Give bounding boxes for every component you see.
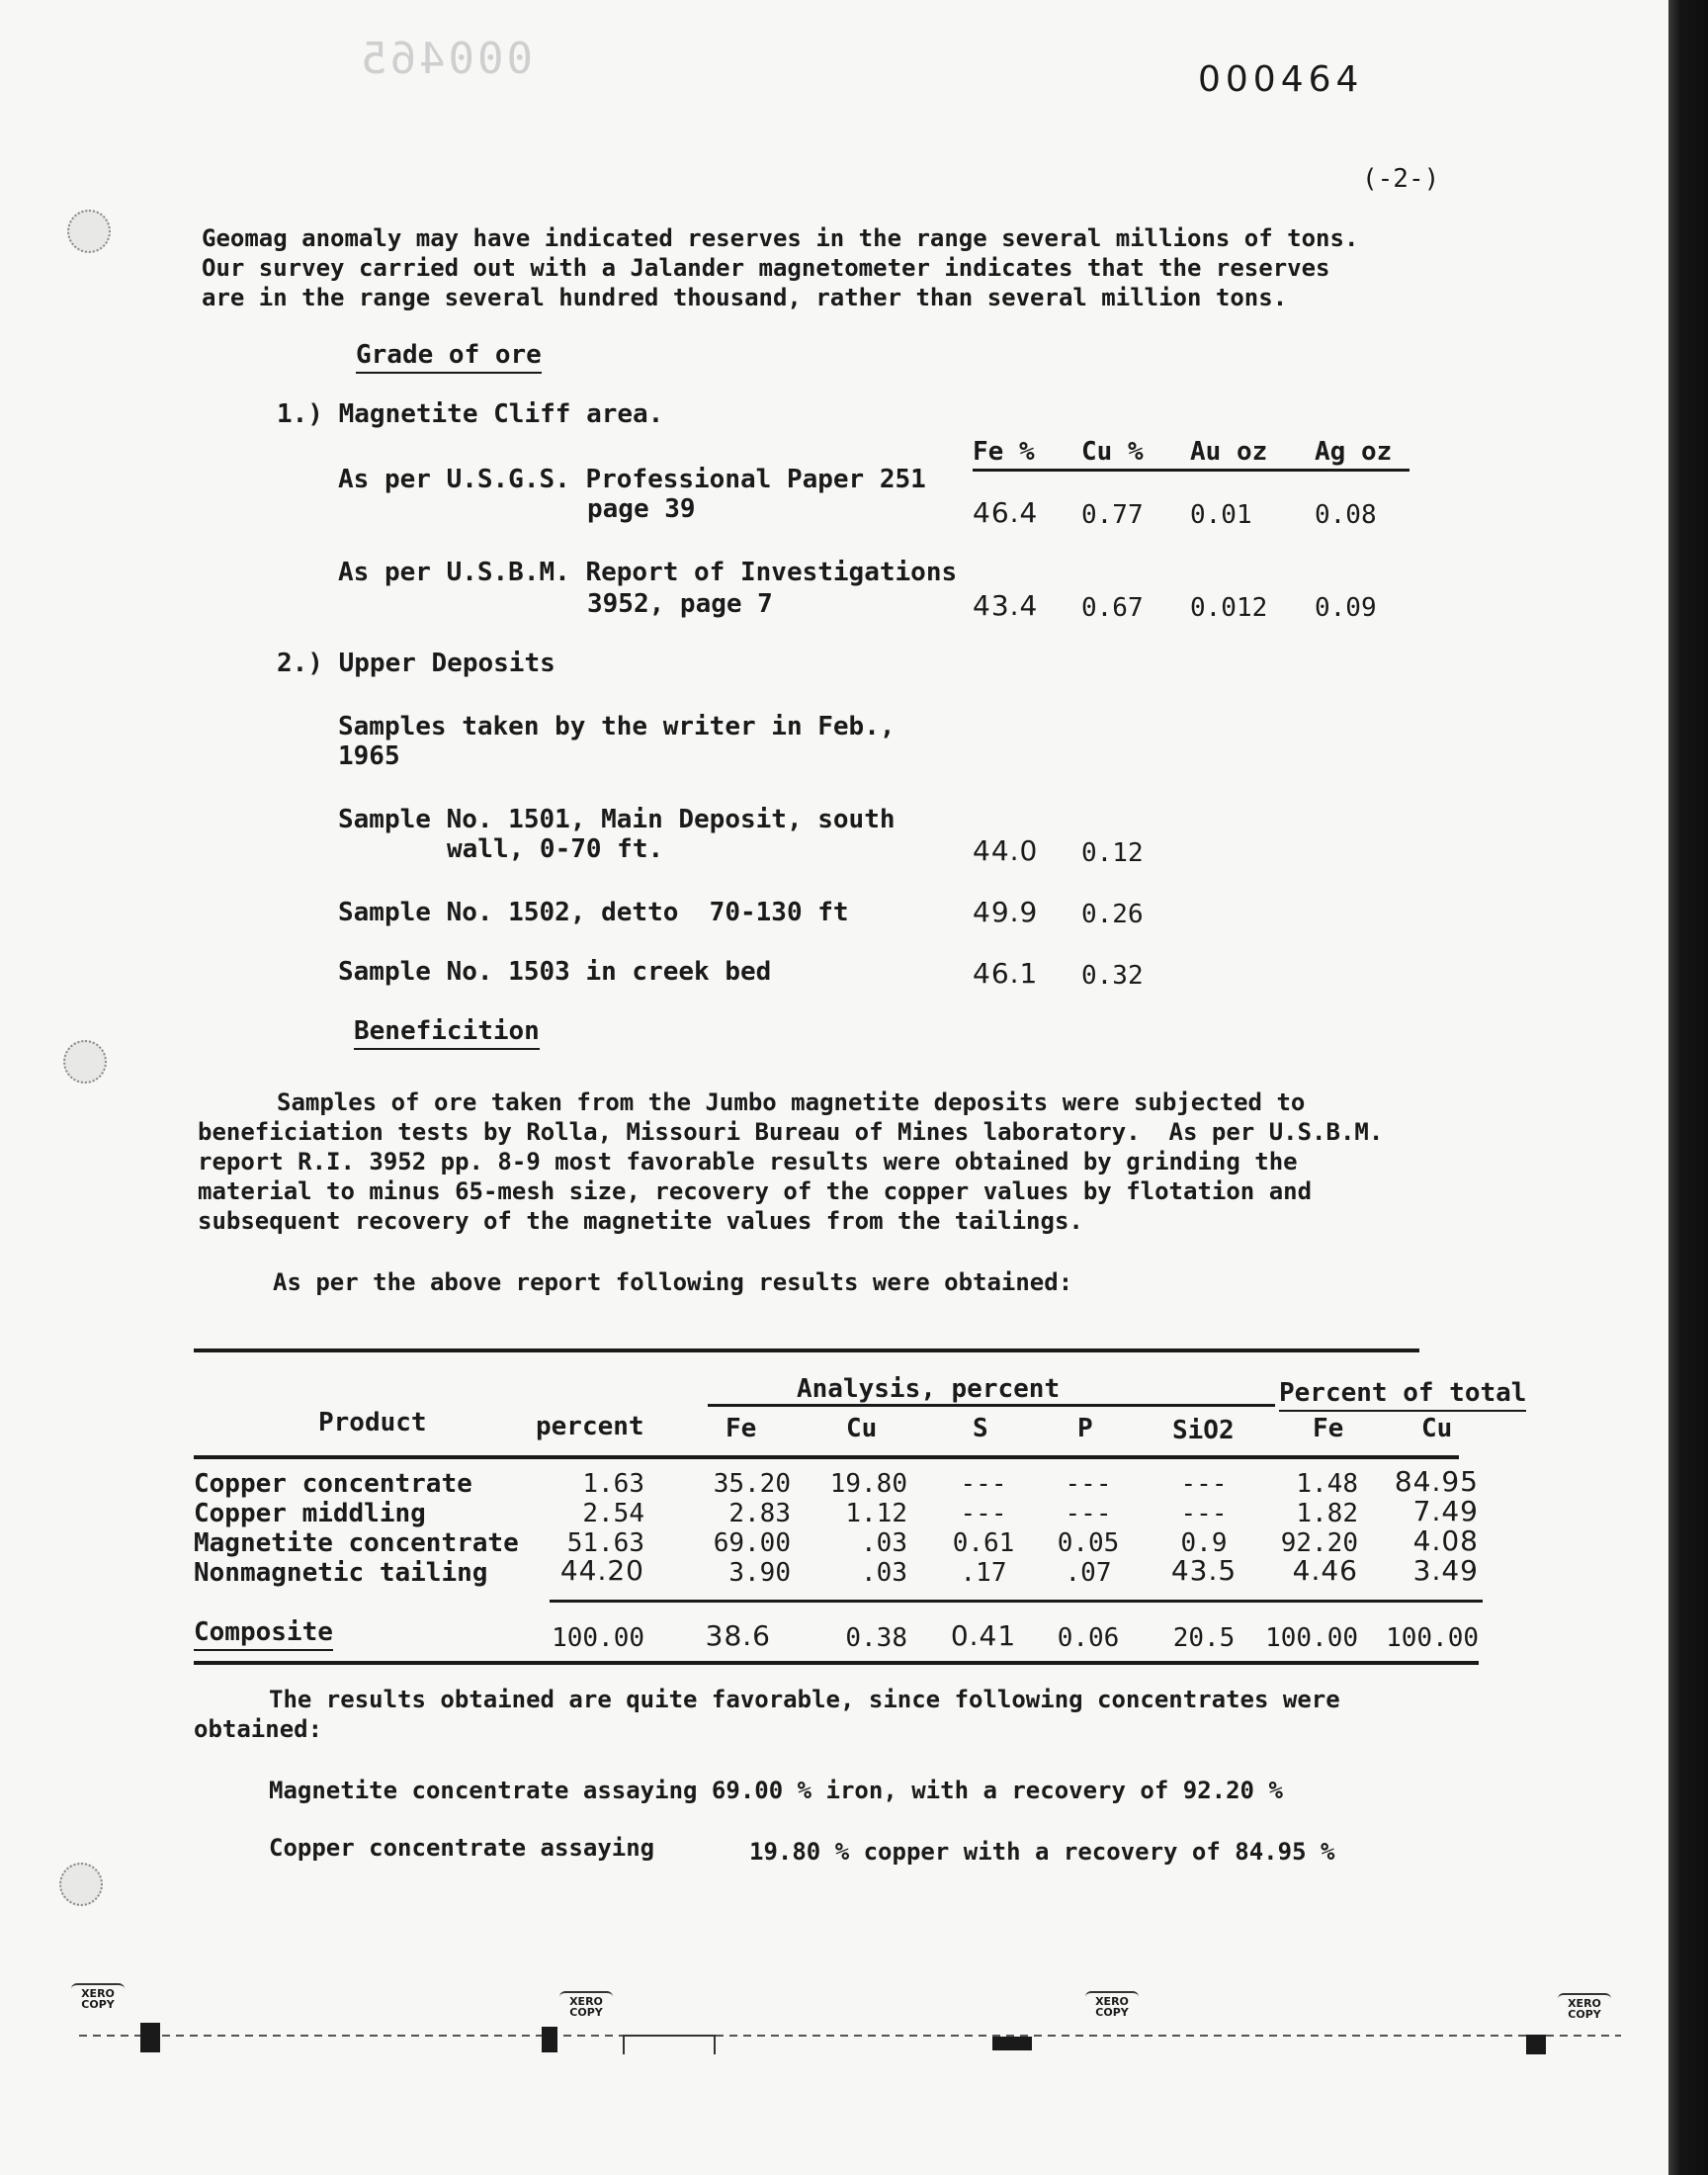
hdr-percent: percent (536, 1412, 644, 1441)
conclusion-line-1: The results obtained are quite favorable, since following concentrates were (269, 1686, 1340, 1713)
benef-line-2: beneficiation tests by Rolla, Missouri Bureau of Mines laboratory. As per U.S.B.M. (198, 1118, 1384, 1146)
cell-total-cu: 100.00 (1386, 1623, 1479, 1653)
sample-1501-line-1: Sample No. 1501, Main Deposit, south (338, 805, 896, 834)
cell-percent: 51.63 (566, 1528, 644, 1558)
cell-sio2: --- (1180, 1469, 1228, 1499)
benef-line-1: Samples of ore taken from the Jumbo magnetite deposits were subjected to (277, 1088, 1306, 1116)
cell-s: --- (960, 1469, 1007, 1499)
col-cu: Cu % (1081, 437, 1144, 467)
magnetite-result: Magnetite concentrate assaying 69.00 % iron, with a recovery of 92.20 % (269, 1777, 1283, 1804)
cell-s: 0.41 (950, 1619, 1017, 1652)
cell-total-fe: 4.46 (1292, 1554, 1358, 1587)
table-subtotal-rule (550, 1600, 1483, 1603)
usbm-line-1: As per U.S.B.M. Report of Investigations (338, 558, 958, 587)
cell-s: .17 (960, 1558, 1007, 1588)
xero-stamp-4: XERO COPY (1558, 1993, 1611, 2020)
cell-p: .07 (1065, 1558, 1112, 1588)
cell-product: Copper middling (194, 1499, 426, 1528)
xero-stamp-3: XERO COPY (1085, 1991, 1139, 2018)
page-marker: (-2-) (1362, 164, 1440, 194)
cell-p: 0.06 (1057, 1623, 1120, 1653)
cell-product: Copper concentrate (194, 1469, 472, 1499)
hdr-p: P (1077, 1414, 1093, 1443)
cell-p: 0.05 (1057, 1528, 1120, 1558)
punch-hole-bottom (59, 1863, 103, 1906)
cell-fe: 38.6 (705, 1619, 771, 1652)
sample-1501-fe: 44.0 (973, 834, 1039, 867)
sample-1503-cu: 0.32 (1081, 961, 1144, 991)
usgs-line-2: page 39 (587, 494, 696, 524)
hdr-s: S (973, 1414, 988, 1443)
cell-product: Nonmagnetic tailing (194, 1558, 488, 1588)
bottom-mark-2 (542, 2027, 557, 2052)
cell-sio2: 20.5 (1172, 1623, 1236, 1653)
intro-line-3: are in the range several hundred thousand, rather than several million tons. (202, 284, 1288, 311)
cell-fe: 3.90 (728, 1558, 791, 1588)
usbm-ag: 0.09 (1315, 593, 1377, 623)
usgs-cu: 0.77 (1081, 500, 1144, 530)
grade-heading: Grade of ore (356, 340, 542, 374)
copper-result-value: 19.80 % copper with a recovery of 84.95 % (749, 1838, 1335, 1866)
group-analysis-rule (708, 1404, 1275, 1407)
cell-product: Composite (194, 1617, 333, 1651)
cell-total-cu: 7.49 (1412, 1495, 1479, 1527)
sample-1502-fe: 49.9 (973, 896, 1039, 928)
hdr-total-cu: Cu (1421, 1414, 1453, 1443)
group-total: Percent of total (1279, 1378, 1526, 1412)
cell-p: --- (1065, 1469, 1112, 1499)
cell-sio2: 43.5 (1170, 1554, 1238, 1587)
cell-sio2: 0.9 (1180, 1528, 1228, 1558)
usbm-line-2: 3952, page 7 (587, 589, 773, 619)
cell-total-cu: 3.49 (1412, 1554, 1479, 1587)
group-analysis: Analysis, percent (797, 1374, 1061, 1404)
benef-heading: Beneficition (354, 1016, 540, 1050)
cell-cu: 1.12 (845, 1499, 907, 1528)
usgs-ag: 0.08 (1315, 500, 1377, 530)
cell-cu: .03 (861, 1558, 907, 1588)
bottom-mark-3 (623, 2035, 716, 2054)
cell-s: --- (960, 1499, 1007, 1528)
cell-s: 0.61 (952, 1528, 1015, 1558)
table-bottom-rule (194, 1661, 1479, 1665)
hdr-total-fe: Fe (1313, 1414, 1344, 1443)
doc-number: 000464 (1198, 59, 1364, 100)
table-header-rule (194, 1455, 1459, 1459)
cell-total-fe: 1.82 (1296, 1499, 1358, 1528)
punch-hole-top (67, 210, 111, 253)
sample-1502-cu: 0.26 (1081, 900, 1144, 929)
usgs-fe: 46.4 (973, 496, 1039, 529)
sample-1501-line-2: wall, 0-70 ft. (447, 834, 664, 864)
cell-cu: .03 (861, 1528, 907, 1558)
col-fe: Fe % (973, 437, 1035, 467)
table-top-rule (194, 1348, 1419, 1352)
bottom-mark-1 (140, 2023, 160, 2052)
cell-percent: 2.54 (582, 1499, 644, 1528)
hdr-cu: Cu (846, 1414, 878, 1443)
xero-stamp-1: XERO COPY (71, 1983, 125, 2010)
ghost-doc-number: 000465 (358, 34, 533, 84)
samples-intro-2: 1965 (338, 741, 400, 771)
bottom-mark-4 (992, 2037, 1032, 2050)
cell-total-fe: 100.00 (1265, 1623, 1358, 1653)
usgs-au: 0.01 (1190, 500, 1252, 530)
cell-total-cu: 4.08 (1412, 1524, 1479, 1557)
section1-title: 1.) Magnetite Cliff area. (277, 399, 664, 429)
cell-percent: 100.00 (552, 1623, 644, 1653)
copper-result-label: Copper concentrate assaying (269, 1834, 655, 1862)
conclusion-line-2: obtained: (194, 1715, 323, 1743)
punch-hole-middle (63, 1040, 107, 1084)
sample-1503-fe: 46.1 (973, 957, 1039, 990)
scan-right-edge (1668, 0, 1708, 2175)
cell-total-fe: 1.48 (1296, 1469, 1358, 1499)
intro-line-1: Geomag anomaly may have indicated reserves in the range several millions of tons. (202, 224, 1359, 252)
cell-sio2: --- (1180, 1499, 1228, 1528)
bottom-dashed-line (79, 2035, 1621, 2037)
usbm-cu: 0.67 (1081, 593, 1144, 623)
benef-line-5: subsequent recovery of the magnetite values from the tailings. (198, 1207, 1083, 1235)
cell-fe: 2.83 (728, 1499, 791, 1528)
results-intro: As per the above report following results were obtained: (273, 1268, 1073, 1296)
usbm-fe: 43.4 (973, 589, 1039, 622)
sample-1503-line-1: Sample No. 1503 in creek bed (338, 957, 772, 987)
cell-p: --- (1065, 1499, 1112, 1528)
cell-total-cu: 84.95 (1394, 1465, 1479, 1498)
benef-line-4: material to minus 65-mesh size, recovery of the copper values by flotation and (198, 1177, 1313, 1205)
cell-fe: 69.00 (713, 1528, 791, 1558)
cell-fe: 35.20 (713, 1469, 791, 1499)
cell-percent: 44.20 (559, 1554, 644, 1587)
sample-1502-line-1: Sample No. 1502, detto 70-130 ft (338, 898, 849, 927)
section2-title: 2.) Upper Deposits (277, 649, 555, 678)
sample-1501-cu: 0.12 (1081, 838, 1144, 868)
cell-cu: 19.80 (829, 1469, 907, 1499)
grade-columns-rule (973, 469, 1409, 472)
col-au: Au oz (1190, 437, 1268, 467)
cell-total-fe: 92.20 (1280, 1528, 1358, 1558)
intro-line-2: Our survey carried out with a Jalander magnetometer indicates that the reserves (202, 254, 1330, 282)
cell-product: Magnetite concentrate (194, 1528, 519, 1558)
cell-percent: 1.63 (582, 1469, 644, 1499)
samples-intro-1: Samples taken by the writer in Feb., (338, 712, 896, 741)
hdr-sio2: SiO2 (1172, 1416, 1235, 1445)
usbm-au: 0.012 (1190, 593, 1268, 623)
usgs-line-1: As per U.S.G.S. Professional Paper 251 (338, 465, 926, 494)
benef-line-3: report R.I. 3952 pp. 8-9 most favorable results were obtained by grinding the (198, 1148, 1298, 1175)
cell-cu: 0.38 (845, 1623, 907, 1653)
bottom-mark-5 (1526, 2035, 1546, 2054)
hdr-fe: Fe (726, 1414, 757, 1443)
hdr-product: Product (318, 1408, 427, 1437)
xero-stamp-2: XERO COPY (559, 1991, 613, 2018)
col-ag: Ag oz (1315, 437, 1393, 467)
